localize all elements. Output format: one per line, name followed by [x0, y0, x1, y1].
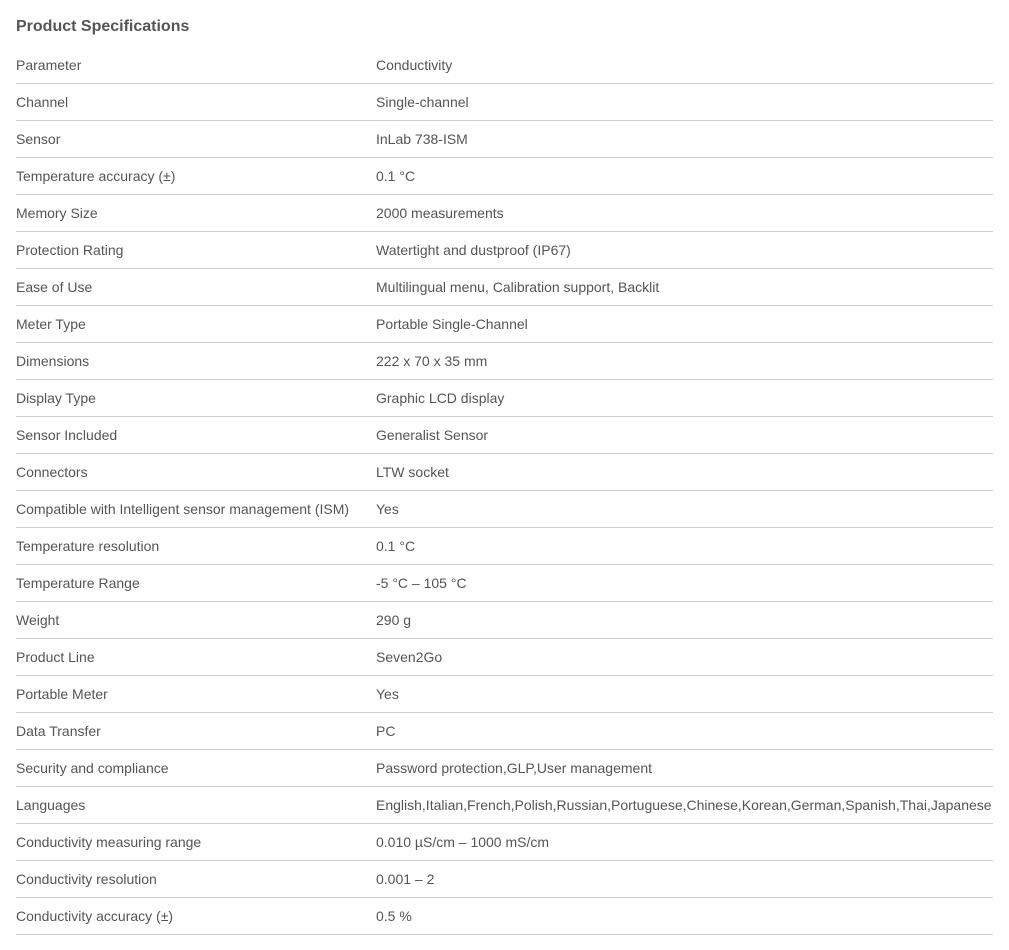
spec-label: Sensor Included — [16, 417, 376, 454]
spec-value: Single-channel — [376, 84, 993, 121]
spec-label: Dimensions — [16, 343, 376, 380]
spec-label: Data Transfer — [16, 713, 376, 750]
spec-label: Compatible with Intelligent sensor management (ISM) — [16, 491, 376, 528]
spec-value: Password protection,GLP,User management — [376, 750, 993, 787]
spec-label: Security and compliance — [16, 750, 376, 787]
spec-value: Seven2Go — [376, 639, 993, 676]
spec-row — [16, 713, 993, 750]
spec-value: Yes — [376, 491, 993, 528]
spec-row — [16, 380, 993, 417]
spec-row — [16, 787, 993, 824]
spec-row — [16, 639, 993, 676]
spec-value: Conductivity — [376, 47, 993, 84]
spec-value: Watertight and dustproof (IP67) — [376, 232, 993, 269]
spec-label: Temperature resolution — [16, 528, 376, 565]
spec-value: 0.5 % — [376, 898, 993, 935]
spec-label: Memory Size — [16, 195, 376, 232]
spec-row — [16, 861, 993, 898]
spec-label: Conductivity accuracy (±) — [16, 898, 376, 935]
spec-label: Parameter — [16, 47, 376, 84]
section-title: Product Specifications — [16, 18, 190, 35]
spec-value: Graphic LCD display — [376, 380, 993, 417]
spec-row — [16, 750, 993, 787]
spec-row — [16, 121, 993, 158]
spec-table — [16, 47, 993, 935]
spec-value: Generalist Sensor — [376, 417, 993, 454]
spec-value: English,Italian,French,Polish,Russian,Portuguese,Chinese,Korean,German,Spanish,Thai,Japanese — [376, 787, 993, 824]
spec-value: LTW socket — [376, 454, 993, 491]
spec-value: -5 °C – 105 °C — [376, 565, 993, 602]
spec-value: 290 g — [376, 602, 993, 639]
spec-label: Sensor — [16, 121, 376, 158]
spec-value: PC — [376, 713, 993, 750]
spec-value: 0.1 °C — [376, 528, 993, 565]
spec-row — [16, 824, 993, 861]
spec-row — [16, 565, 993, 602]
spec-value: 0.010 µS/cm – 1000 mS/cm — [376, 824, 993, 861]
spec-row — [16, 158, 993, 195]
spec-label: Protection Rating — [16, 232, 376, 269]
spec-value: 2000 measurements — [376, 195, 993, 232]
spec-row — [16, 898, 993, 935]
spec-row — [16, 47, 993, 84]
spec-value: Multilingual menu, Calibration support, Backlit — [376, 269, 993, 306]
spec-label: Conductivity measuring range — [16, 824, 376, 861]
spec-row — [16, 84, 993, 121]
spec-row — [16, 306, 993, 343]
spec-label: Product Line — [16, 639, 376, 676]
spec-row — [16, 454, 993, 491]
spec-label: Connectors — [16, 454, 376, 491]
spec-value: 222 x 70 x 35 mm — [376, 343, 993, 380]
spec-value: Portable Single-Channel — [376, 306, 993, 343]
spec-value: InLab 738-ISM — [376, 121, 993, 158]
spec-table-body — [16, 47, 993, 935]
spec-label: Meter Type — [16, 306, 376, 343]
spec-value: 0.001 – 2 — [376, 861, 993, 898]
spec-row — [16, 343, 993, 380]
spec-label: Languages — [16, 787, 376, 824]
spec-label: Temperature accuracy (±) — [16, 158, 376, 195]
spec-value: 0.1 °C — [376, 158, 993, 195]
spec-row — [16, 269, 993, 306]
spec-value: Yes — [376, 676, 993, 713]
spec-row — [16, 676, 993, 713]
spec-label: Ease of Use — [16, 269, 376, 306]
spec-label: Temperature Range — [16, 565, 376, 602]
spec-label: Conductivity resolution — [16, 861, 376, 898]
spec-row — [16, 528, 993, 565]
spec-label: Display Type — [16, 380, 376, 417]
spec-label: Channel — [16, 84, 376, 121]
spec-row — [16, 195, 993, 232]
spec-row — [16, 232, 993, 269]
spec-row — [16, 602, 993, 639]
spec-row — [16, 491, 993, 528]
spec-row — [16, 417, 993, 454]
spec-label: Weight — [16, 602, 376, 639]
spec-label: Portable Meter — [16, 676, 376, 713]
